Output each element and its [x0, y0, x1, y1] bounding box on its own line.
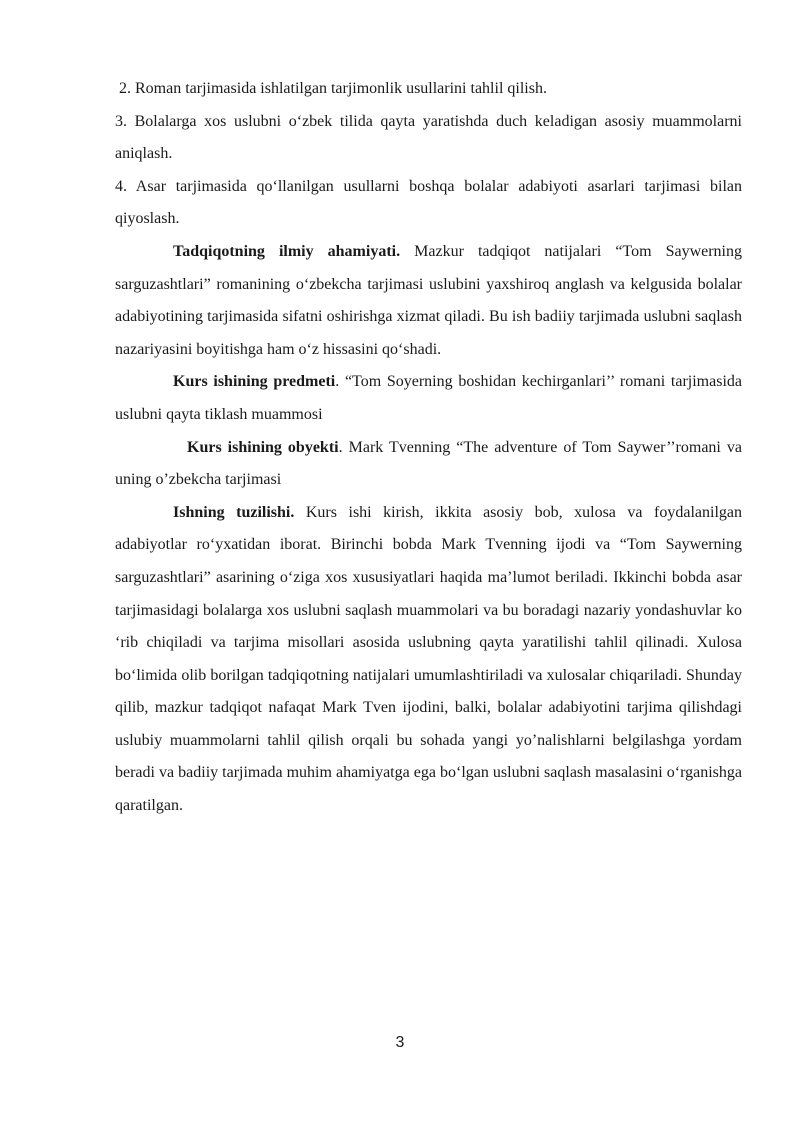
scientific-significance-paragraph [115, 236, 742, 366]
object-heading: Kurs ishining obyekti [187, 438, 339, 456]
subject-text: . “Tom Soyerning boshidan kechirganlari’’ romani tarjimasida uslubni qayta tiklash muammosi [115, 373, 743, 423]
structure-paragraph [115, 497, 742, 823]
scientific-significance-heading: Tadqiqotning ilmiy ahamiyati. [173, 242, 401, 260]
structure-text: Kurs ishi kirish, ikkita asosiy bob, xulosa va foydalanilgan adabiyotlar ro‘yxatidan iborat. Birinchi bobda Mark Tvenning ijodi va “Tom Saywerning sarguzashtlari” asarining o‘ziga xos xususiyatlari haqida ma’lumot beriladi. Ikkinchi bobda asar tarjimasidagi bolalarga xos uslubni saqlash muammolari va bu boradagi nazariy yondashuvlar ko ‘rib chiqiladi va tarjima misollari asosida uslubning qayta yaratilishi tahlil qilinadi. Xulosa bo‘limida olib borilgan tadqiqotning natijalari umumlashtiriladi va xulosalar chiqariladi. Shunday qilib, mazkur tadqiqot nafaqat Mark Tven ijodini, balki, bolalar adabiyotini tarjima qilishdagi uslubiy muammolarni tahlil qilish orqali bu sohada yangi yo’nalishlarni belgilashga yordam beradi va badiiy tarjimada muhim ahamiyatga ega bo‘lgan uslubni saqlash masalasini o‘rganishga qaratilgan. [115, 503, 743, 815]
subject-paragraph [115, 366, 742, 431]
object-text: . Mark Tvenning “The adventure of Tom Saywer’’romani va uning o’zbekcha tarjimasi [115, 438, 742, 489]
body-text [115, 73, 742, 823]
list-item-3: 3. Bolalarga xos uslubni o‘zbek tilida qayta yaratishda duch keladigan asosiy muammolarni aniqlash. [115, 112, 742, 163]
scientific-significance-text: Mazkur tadqiqot natijalari “Tom Saywerning sarguzashtlari” romanining o‘zbekcha tarjimasi uslubini yaxshiroq anglash va kelgusida bolalar adabiyotining tarjimasida sifatni oshirishga xizmat qiladi. Bu ish badiiy tarjimada uslubni saqlash nazariyasini boyitishga ham o‘z hissasini qo‘shadi. [115, 242, 742, 358]
structure-heading: Ishning tuzilishi. [173, 503, 295, 521]
list-item-4: 4. Asar tarjimasida qo‘llanilgan usullarni boshqa bolalar adabiyoti asarlari tarjimasi bilan qiyoslash. [115, 177, 742, 228]
list-item-2: 2. Roman tarjimasida ishlatilgan tarjimonlik usullarini tahlil qilish. [119, 80, 547, 97]
page-number: 3 [395, 1034, 405, 1051]
object-paragraph [115, 432, 742, 497]
subject-heading: Kurs ishining predmeti [173, 373, 336, 391]
